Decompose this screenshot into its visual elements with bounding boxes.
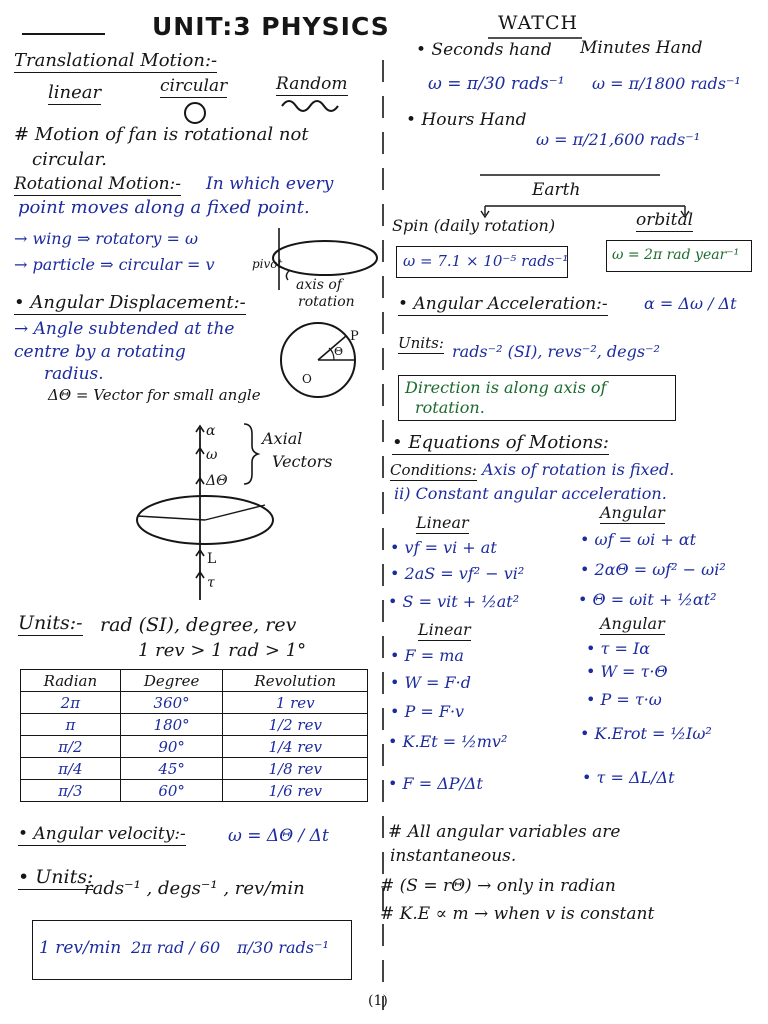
omega-vector-label: ω <box>206 447 218 463</box>
table-cell: 1/2 rev <box>223 714 368 736</box>
fan-note-line1: # Motion of fan is rotational not <box>14 124 309 145</box>
condition-2: ii) Constant angular acceleration. <box>394 484 667 503</box>
conversion-lhs: 1 rev/min <box>39 938 122 958</box>
random-wave-icon <box>282 101 338 111</box>
dyn-angular-eq3: • P = τ·ω <box>586 690 662 709</box>
direction-box <box>398 375 676 421</box>
conversion-table <box>20 669 368 802</box>
seconds-hand-label: • Seconds hand <box>416 40 552 60</box>
alpha-vector-label: α <box>206 423 216 439</box>
table-cell: 45° <box>120 758 223 780</box>
hours-hand-formula: ω = π/21,600 rads⁻¹ <box>536 130 701 149</box>
table-cell: 2π <box>21 692 121 714</box>
delta-theta-vector-label: ΔΘ <box>206 473 228 489</box>
angular-velocity-formula: ω = ΔΘ / Δt <box>228 826 329 846</box>
units-heading: Units:- <box>18 612 83 634</box>
conversion-mid: 2π rad / 60 <box>131 938 221 957</box>
angular-displacement-heading: • Angular Displacement:- <box>14 292 246 313</box>
seconds-hand-formula: ω = π/30 rads⁻¹ <box>428 74 565 94</box>
dyn-angular-eq1: • τ = Iα <box>586 639 651 658</box>
page-title: UNIT:3 PHYSICS <box>152 12 390 41</box>
table-cell: 90° <box>120 736 223 758</box>
angular-momentum-label: L <box>207 551 217 567</box>
note-2: # (S = rΘ) → only in radian <box>380 876 616 896</box>
table-cell: π <box>21 714 121 736</box>
dyn-linear-eq4: • K.Et = ½mv² <box>388 732 508 751</box>
pivot-label: pivot <box>252 257 283 271</box>
type-circular: circular <box>160 76 228 96</box>
point-p-label: P <box>350 329 359 344</box>
type-random: Random <box>276 74 348 94</box>
vector-small-angle-note: ΔΘ = Vector for small angle <box>48 386 261 404</box>
table-cell: π/2 <box>21 736 121 758</box>
displacement-line2: centre by a rotating <box>14 342 186 362</box>
wing-rotatory: → wing ⇒ rotatory = ω <box>14 229 199 248</box>
rotational-def-line1: In which every <box>206 174 334 194</box>
hours-hand-label: • Hours Hand <box>406 110 527 130</box>
table-cell: π/4 <box>21 758 121 780</box>
rotational-heading: Rotational Motion:- <box>14 174 181 194</box>
kin-linear-eq3: • S = vit + ½at² <box>388 592 520 611</box>
minutes-hand-formula: ω = π/1800 rads⁻¹ <box>592 74 741 93</box>
displacement-line1: → Angle subtended at the <box>14 319 235 339</box>
condition-1: Axis of rotation is fixed. <box>482 460 675 479</box>
axis-label-line1: axis of <box>296 277 342 293</box>
fan-blade-ellipse <box>273 241 377 275</box>
kin-angular-eq1: • ωf = ωi + αt <box>580 530 697 549</box>
axis-label-line2: rotation <box>298 294 355 310</box>
displacement-line3: radius. <box>44 364 104 384</box>
minutes-hand-label: Minutes Hand <box>580 38 703 58</box>
table-cell: 1/6 rev <box>223 780 368 802</box>
kin-linear-eq1: • vf = vi + at <box>390 538 497 557</box>
units2-heading: • Units: <box>18 866 94 888</box>
watch-heading: WATCH <box>498 12 579 34</box>
table-row <box>21 758 368 780</box>
particle-circular: → particle ⇒ circular = v <box>14 255 215 274</box>
spin-value-box <box>396 246 568 278</box>
conversion-rhs: π/30 rads⁻¹ <box>237 938 329 957</box>
angular-acceleration-formula: α = Δω / Δt <box>644 294 737 313</box>
dyn-linear-eq5: • F = ΔP/Δt <box>388 774 483 793</box>
translational-heading: Translational Motion:- <box>14 50 218 71</box>
angular-velocity-heading: • Angular velocity:- <box>18 824 186 844</box>
kin-linear-eq2: • 2aS = vf² − vi² <box>390 564 525 583</box>
table-row <box>21 736 368 758</box>
table-header: Revolution <box>223 670 368 692</box>
earth-spin-label: Spin (daily rotation) <box>392 216 556 235</box>
conditions-label: Conditions: <box>390 461 477 479</box>
equations-heading: • Equations of Motions: <box>392 432 609 453</box>
table-cell: 60° <box>120 780 223 802</box>
orbital-value-box <box>606 240 752 272</box>
table-cell: 1 rev <box>223 692 368 714</box>
units-relation: 1 rev > 1 rad > 1° <box>138 640 307 661</box>
angular-acceleration-heading: • Angular Acceleration:- <box>398 294 608 314</box>
table-header: Radian <box>21 670 121 692</box>
table-cell: 1/8 rev <box>223 758 368 780</box>
table-header: Degree <box>120 670 223 692</box>
earth-label: Earth <box>532 180 581 200</box>
kin-angular-eq2: • 2αΘ = ωf² − ωi² <box>580 560 726 579</box>
table-row <box>21 692 368 714</box>
rpm-conversion-box <box>32 920 352 980</box>
fan-note-line2: circular. <box>32 149 107 170</box>
dyn-linear-eq3: • P = F·v <box>390 702 465 721</box>
earth-orbital-label: orbital <box>636 210 694 230</box>
dynamics-linear-heading: Linear <box>418 620 471 639</box>
note-1: # All angular variables are <box>388 822 621 842</box>
origin-o-label: O <box>302 372 312 386</box>
table-header-row <box>21 670 368 692</box>
axial-text-line2: Vectors <box>272 452 333 471</box>
units-acc-heading: Units: <box>398 334 444 352</box>
page-number: (1) <box>368 993 388 1009</box>
type-linear: linear <box>48 82 102 103</box>
note-3: # K.E ∝ m → when v is constant <box>380 904 655 924</box>
table-cell: 180° <box>120 714 223 736</box>
dyn-angular-eq4: • K.Erot = ½Iω² <box>580 724 712 743</box>
units-acc-text: rads⁻² (SI), revs⁻², degs⁻² <box>452 342 660 361</box>
units-text: rad (SI), degree, rev <box>100 614 297 636</box>
theta-label: Θ <box>334 345 344 358</box>
table-cell: π/3 <box>21 780 121 802</box>
table-row <box>21 714 368 736</box>
kinematics-angular-heading: Angular <box>600 503 665 522</box>
table-cell: 1/4 rev <box>223 736 368 758</box>
dynamics-angular-heading: Angular <box>600 614 665 633</box>
spin-value: ω = 7.1 × 10⁻⁵ rads⁻¹ <box>403 252 569 270</box>
circular-icon <box>185 103 205 123</box>
dyn-linear-eq2: • W = F·d <box>390 673 471 692</box>
direction-line2: rotation. <box>415 398 485 417</box>
torque-label: τ <box>207 575 215 591</box>
note-1-cont: instantaneous. <box>390 846 517 866</box>
table-cell: 360° <box>120 692 223 714</box>
units2-text: rads⁻¹ , degs⁻¹ , rev/min <box>84 878 305 899</box>
dyn-linear-eq1: • F = ma <box>390 646 464 665</box>
rotational-def-line2: point moves along a fixed point. <box>18 197 310 218</box>
orbital-value: ω = 2π rad year⁻¹ <box>612 247 740 263</box>
dyn-angular-eq5: • τ = ΔL/Δt <box>582 768 675 787</box>
dyn-angular-eq2: • W = τ·Θ <box>586 662 668 681</box>
kinematics-linear-heading: Linear <box>416 513 469 532</box>
direction-line1: Direction is along axis of <box>405 378 607 397</box>
axial-text-line1: Axial <box>262 429 303 448</box>
table-row <box>21 780 368 802</box>
kin-angular-eq3: • Θ = ωit + ½αt² <box>578 590 717 609</box>
